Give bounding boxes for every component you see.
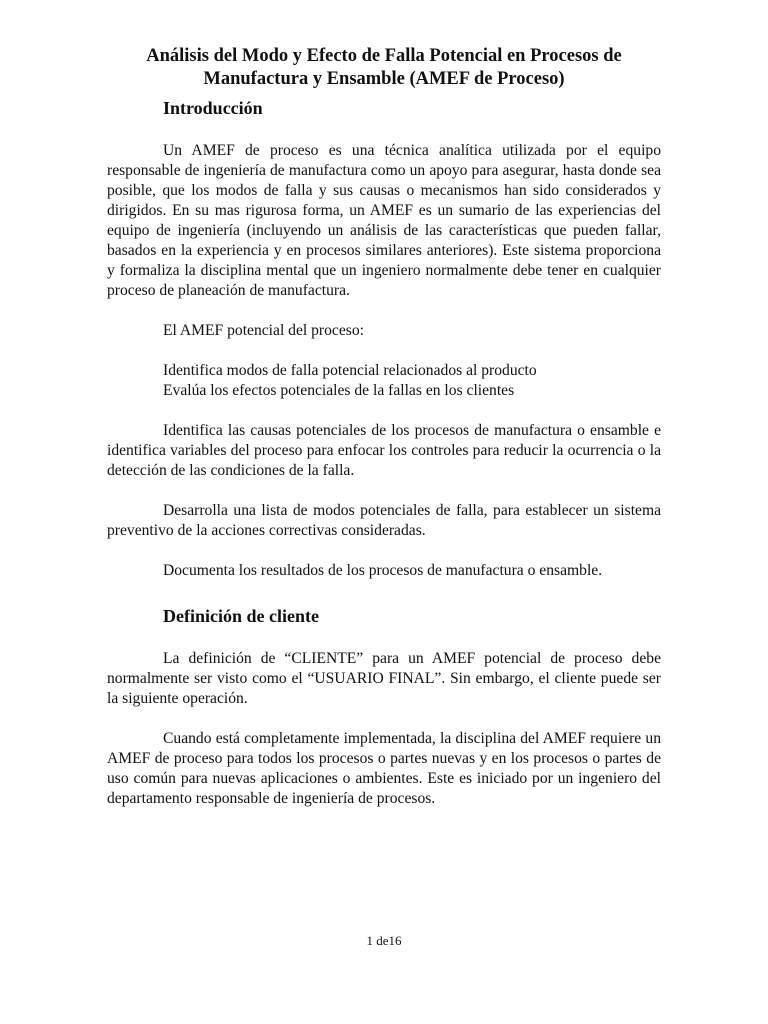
title-line-1: Análisis del Modo y Efecto de Falla Potencial en Procesos de <box>146 46 622 66</box>
document-title <box>107 45 661 91</box>
causes-paragraph: Identifica las causas potenciales de los procesos de manufactura o ensamble e identifica variables del proceso para enfocar los controles para reducir la ocurrencia o la detección de las condiciones de la falla. <box>107 422 661 479</box>
section-heading-definicion-cliente: Definición de cliente <box>163 606 319 626</box>
title-line-2: Manufactura y Ensamble (AMEF de Proceso) <box>203 69 565 89</box>
implementation-paragraph: Cuando está completamente implementada, la disciplina del AMEF requiere un AMEF de proceso para todos los procesos o partes nuevas y en los procesos o partes de uso común para nuevas aplicaciones o ambientes. Este es iniciado por un ingeniero del departamento responsable de ingeniería de procesos. <box>107 730 661 807</box>
list-item: Evalúa los efectos potenciales de la fallas en los clientes <box>163 382 515 399</box>
intro-paragraph: Un AMEF de proceso es una técnica analítica utilizada por el equipo responsable de ingeniería de manufactura como un apoyo para asegurar, hasta donde sea posible, que los modos de falla y sus causas o mecanismos han sido considerados y dirigidos. En su mas rigurosa forma, un AMEF es un sumario de las experiencias del equipo de ingeniería (incluyendo un análisis de las características que pueden fallar, basados en la experiencia y en procesos similares anteriores). Este sistema proporciona y formaliza la disciplina mental que un ingeniero normalmente debe tener en cualquier proceso de planeación de manufactura. <box>107 142 661 299</box>
section-heading-introduccion: Introducción <box>163 98 263 118</box>
page-number: 1 de16 <box>366 933 402 948</box>
develop-paragraph: Desarrolla una lista de modos potenciales de falla, para establecer un sistema preventivo de la acciones correctivas consideradas. <box>107 502 661 539</box>
amef-potential-label: El AMEF potencial del proceso: <box>163 322 364 339</box>
list-item: Identifica modos de falla potencial relacionados al producto <box>163 362 537 379</box>
client-paragraph: La definición de “CLIENTE” para un AMEF potencial de proceso debe normalmente ser visto como el “USUARIO FINAL”. Sin embargo, el cliente puede ser la siguiente operación. <box>107 650 661 707</box>
document-results-paragraph: Documenta los resultados de los procesos de manufactura o ensamble. <box>163 562 603 579</box>
